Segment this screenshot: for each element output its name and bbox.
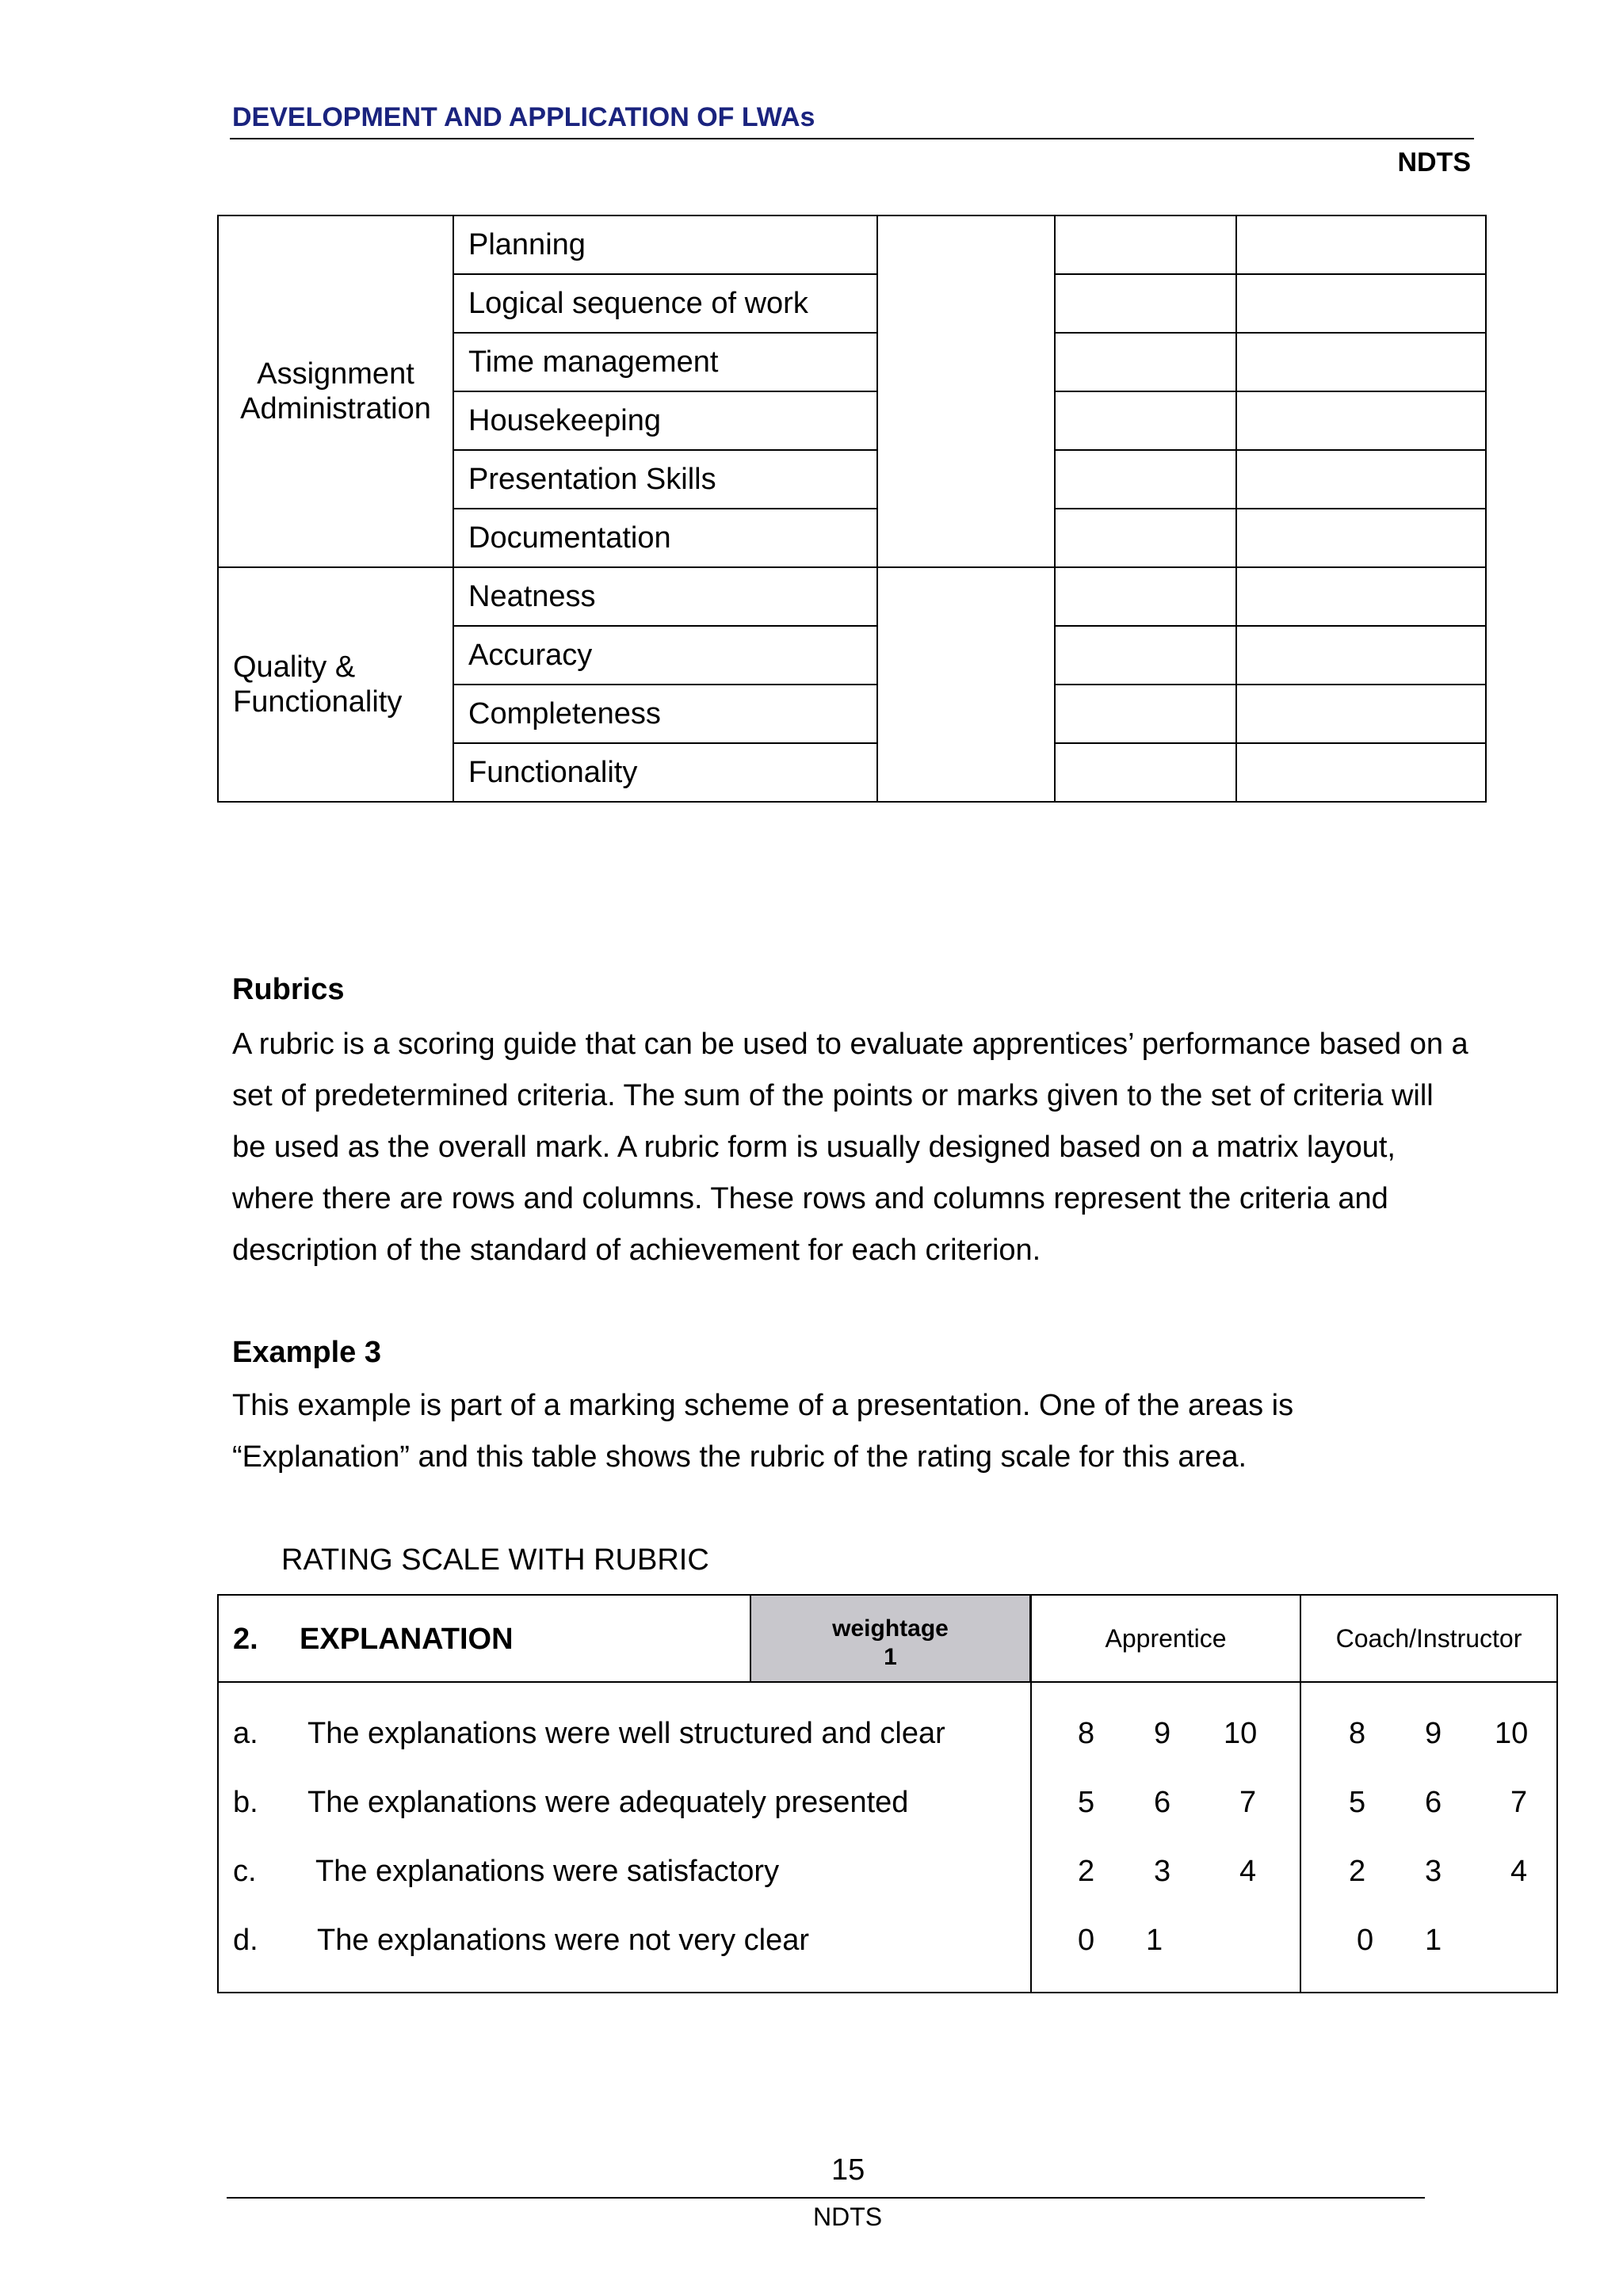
apprentice-score: 9 <box>1154 1717 1171 1750</box>
empty-cell <box>1055 450 1236 509</box>
apprentice-score: 8 <box>1078 1717 1095 1750</box>
category-line: Functionality <box>233 685 403 719</box>
weightage-cell <box>750 1596 1031 1681</box>
row-description: The explanations were satisfactory <box>315 1855 780 1888</box>
empty-cell <box>1055 743 1236 802</box>
criterion-cell: Documentation <box>453 509 877 567</box>
coach-score: 1 <box>1425 1924 1442 1957</box>
category-line: Assignment <box>257 357 414 391</box>
apprentice-score: 6 <box>1154 1786 1171 1819</box>
rating-table-caption: RATING SCALE WITH RUBRIC <box>281 1543 709 1577</box>
paragraph-line: This example is part of a marking scheme of a presentation. One of the areas is <box>232 1389 1294 1422</box>
row-description: The explanations were well structured and clear <box>307 1717 945 1750</box>
apprentice-column-header: Apprentice <box>1105 1624 1227 1653</box>
apprentice-score: 5 <box>1078 1786 1095 1819</box>
empty-cell <box>877 215 1055 567</box>
paragraph-line: A rubric is a scoring guide that can be used to evaluate apprentices’ performance based on a <box>232 1028 1468 1061</box>
criterion-cell: Housekeeping <box>453 391 877 450</box>
category-line: Administration <box>240 392 431 425</box>
row-description: The explanations were adequately presented <box>307 1786 909 1819</box>
empty-cell <box>1055 333 1236 391</box>
header-divider <box>230 138 1474 139</box>
empty-cell <box>1055 274 1236 333</box>
coach-score: 10 <box>1495 1717 1529 1750</box>
criterion-cell: Time management <box>453 333 877 391</box>
paragraph-line: “Explanation” and this table shows the rubric of the rating scale for this area. <box>232 1440 1247 1474</box>
coach-score: 2 <box>1349 1855 1366 1888</box>
coach-score: 6 <box>1425 1786 1442 1819</box>
coach-score: 4 <box>1510 1855 1528 1888</box>
empty-cell <box>877 567 1055 802</box>
section-number: 2. <box>233 1623 258 1656</box>
empty-cell <box>1236 743 1486 802</box>
criterion-cell: Accuracy <box>453 626 877 685</box>
empty-cell <box>1236 274 1486 333</box>
empty-cell <box>1236 215 1486 274</box>
category-cell <box>218 215 453 567</box>
criteria-table <box>217 215 1487 803</box>
empty-cell <box>1236 450 1486 509</box>
coach-score: 3 <box>1425 1855 1442 1888</box>
apprentice-score: 7 <box>1239 1786 1257 1819</box>
criterion-cell: Neatness <box>453 567 877 626</box>
apprentice-score: 10 <box>1224 1717 1258 1750</box>
document-header-title: DEVELOPMENT AND APPLICATION OF LWAs <box>232 102 815 132</box>
row-letter: d. <box>233 1924 258 1957</box>
paragraph-line: be used as the overall mark. A rubric form is usually designed based on a matrix layout, <box>232 1131 1396 1164</box>
page-number: 15 <box>831 2153 865 2187</box>
apprentice-score: 3 <box>1154 1855 1171 1888</box>
example-paragraph <box>232 1380 1293 1483</box>
coach-score: 5 <box>1349 1786 1366 1819</box>
coach-score: 8 <box>1349 1717 1366 1750</box>
empty-cell <box>1236 567 1486 626</box>
category-line: Quality & <box>233 650 356 684</box>
footer-divider <box>227 2197 1425 2199</box>
criterion-cell: Logical sequence of work <box>453 274 877 333</box>
weightage-value: 1 <box>884 1644 897 1670</box>
criterion-cell: Functionality <box>453 743 877 802</box>
rating-table <box>217 1594 1558 1993</box>
coach-column-header: Coach/Instructor <box>1335 1624 1522 1653</box>
column-divider <box>1300 1596 1301 1992</box>
row-letter: c. <box>233 1855 257 1888</box>
section-title: EXPLANATION <box>300 1623 514 1656</box>
row-description: The explanations were not very clear <box>317 1924 809 1957</box>
apprentice-score: 4 <box>1239 1855 1257 1888</box>
empty-cell <box>1236 333 1486 391</box>
coach-score: 0 <box>1357 1924 1374 1957</box>
example-heading: Example 3 <box>232 1336 381 1369</box>
empty-cell <box>1236 391 1486 450</box>
rubrics-paragraph <box>232 1019 1468 1276</box>
empty-cell <box>1055 391 1236 450</box>
header-org: NDTS <box>1397 147 1471 177</box>
coach-score: 7 <box>1510 1786 1528 1819</box>
empty-cell <box>1236 626 1486 685</box>
empty-cell <box>1236 685 1486 743</box>
apprentice-score: 2 <box>1078 1855 1095 1888</box>
category-cell <box>218 567 453 802</box>
apprentice-score: 1 <box>1146 1924 1163 1957</box>
empty-cell <box>1236 509 1486 567</box>
empty-cell <box>1055 685 1236 743</box>
paragraph-line: where there are rows and columns. These rows and columns represent the criteria and <box>232 1182 1388 1215</box>
empty-cell <box>1055 567 1236 626</box>
empty-cell <box>1055 626 1236 685</box>
row-letter: a. <box>233 1717 258 1750</box>
weightage-label: weightage <box>832 1615 949 1642</box>
empty-cell <box>1055 509 1236 567</box>
empty-cell <box>1055 215 1236 274</box>
paragraph-line: set of predetermined criteria. The sum of the points or marks given to the set of criteria will <box>232 1079 1434 1112</box>
paragraph-line: description of the standard of achievement for each criterion. <box>232 1234 1041 1267</box>
rubrics-heading: Rubrics <box>232 973 345 1006</box>
criterion-cell: Presentation Skills <box>453 450 877 509</box>
coach-score: 9 <box>1425 1717 1442 1750</box>
criterion-cell: Completeness <box>453 685 877 743</box>
footer-org: NDTS <box>813 2203 883 2231</box>
apprentice-score: 0 <box>1078 1924 1095 1957</box>
row-letter: b. <box>233 1786 258 1819</box>
criterion-cell: Planning <box>453 215 877 274</box>
